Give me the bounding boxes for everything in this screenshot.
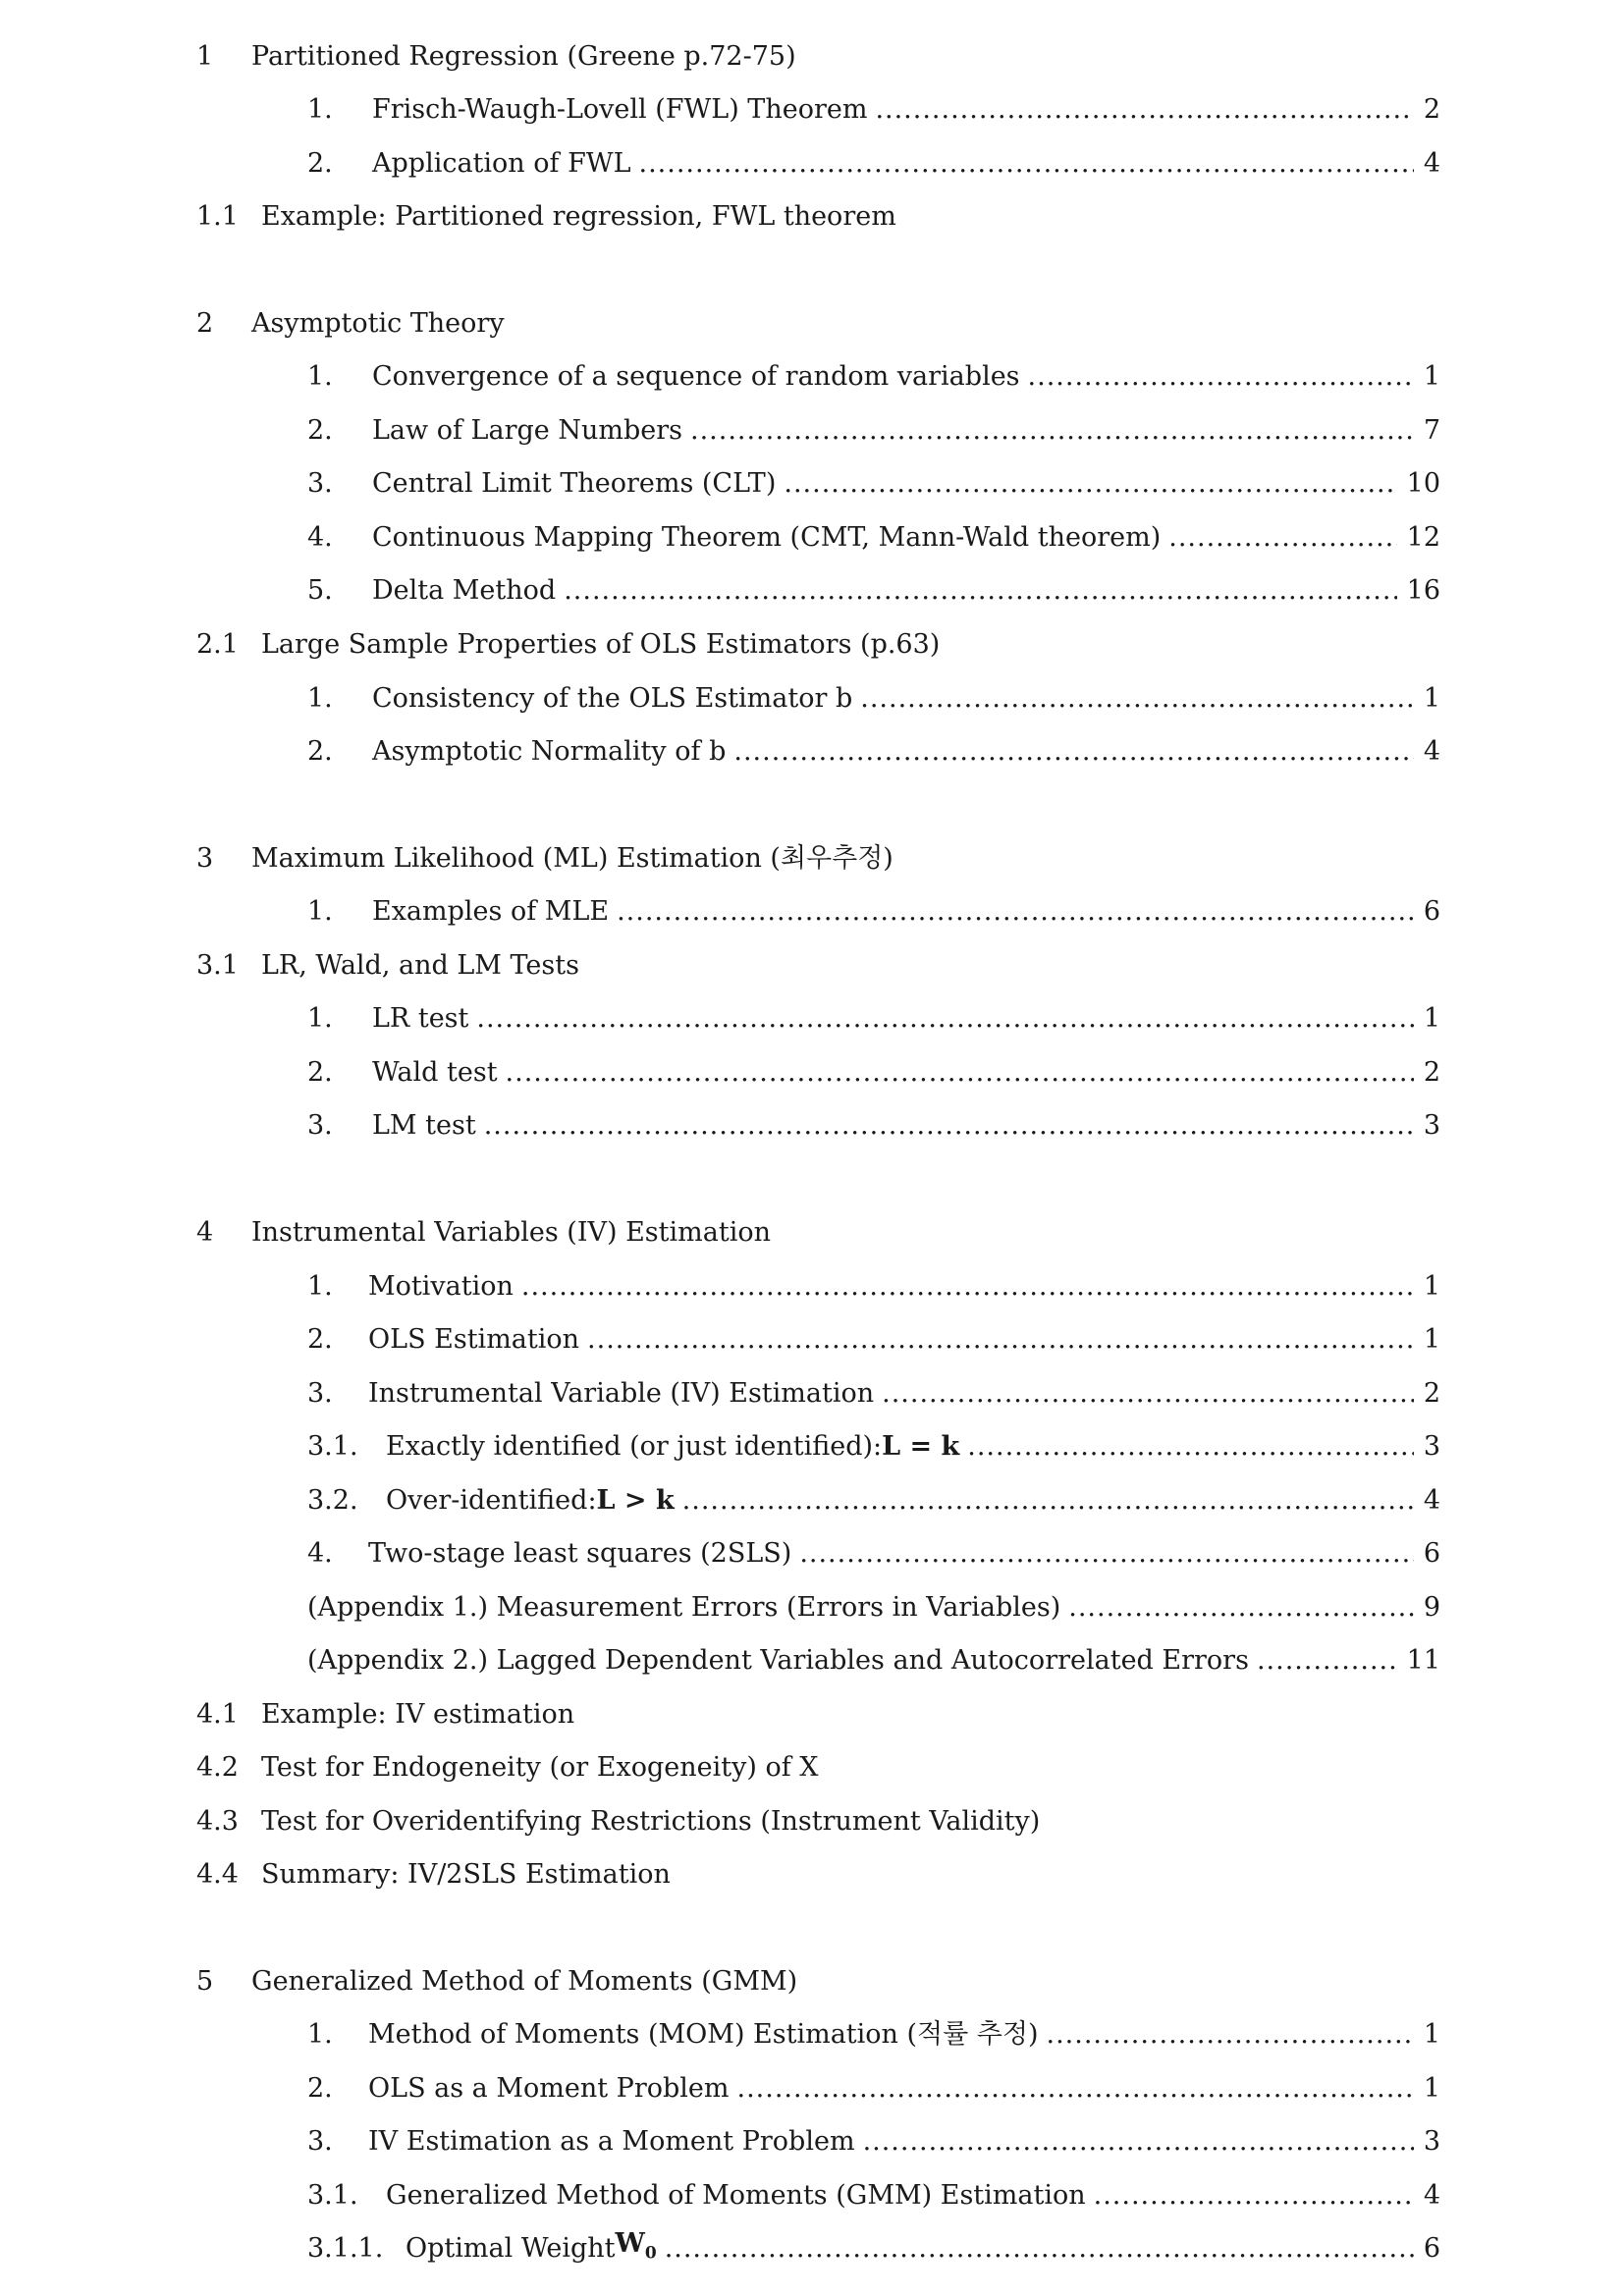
section-title: Maximum Likelihood (ML) Estimation (최우추정) bbox=[251, 843, 893, 874]
toc-entry[interactable] bbox=[307, 1532, 1440, 1575]
page-number: 16 bbox=[1406, 575, 1440, 606]
toc-entry[interactable] bbox=[307, 355, 1440, 399]
page-number: 9 bbox=[1423, 1592, 1440, 1623]
entry-title: IV Estimation as a Moment Problem bbox=[368, 2126, 855, 2157]
weight-matrix-letter: W bbox=[615, 2228, 645, 2260]
dot-leader bbox=[863, 2120, 1414, 2163]
page-number: 10 bbox=[1406, 468, 1440, 499]
section-number: 4.4 bbox=[196, 1859, 239, 1890]
entry-number: 1. bbox=[307, 2019, 333, 2050]
dot-leader bbox=[617, 890, 1414, 934]
entry-title: LR test bbox=[372, 1003, 469, 1034]
dot-leader bbox=[665, 2227, 1414, 2270]
dot-leader bbox=[521, 1265, 1414, 1308]
section-number: 4 bbox=[196, 1217, 214, 1248]
entry-title: Consistency of the OLS Estimator b bbox=[372, 683, 853, 714]
entry-number: 2. bbox=[307, 148, 333, 179]
toc-entry[interactable] bbox=[307, 2174, 1440, 2217]
toc-entry[interactable] bbox=[307, 730, 1440, 774]
toc-entry[interactable] bbox=[307, 890, 1440, 934]
entry-number: 3.1. bbox=[307, 1431, 358, 1462]
entry-title: LM test bbox=[372, 1110, 476, 1141]
identification-condition: L > k bbox=[596, 1485, 675, 1516]
entry-title: Asymptotic Normality of b bbox=[372, 736, 727, 767]
page-number: 12 bbox=[1406, 522, 1440, 553]
entry-title: (Appendix 1.) Measurement Errors (Errors in Variables) bbox=[307, 1592, 1061, 1623]
toc-entry[interactable] bbox=[307, 88, 1440, 132]
entry-title: Frisch-Waugh-Lovell (FWL) Theorem bbox=[372, 94, 868, 125]
dot-leader bbox=[587, 1318, 1414, 1362]
entry-number: 5. bbox=[307, 575, 333, 606]
section-number: 1 bbox=[196, 41, 214, 72]
toc-section-heading[interactable] bbox=[196, 302, 505, 346]
entry-title: (Appendix 2.) Lagged Dependent Variables and Autocorrelated Errors bbox=[307, 1645, 1249, 1676]
entry-title: Delta Method bbox=[372, 575, 557, 606]
entry-title: Optimal Weight bbox=[406, 2233, 616, 2264]
entry-title: Wald test bbox=[372, 1057, 498, 1088]
entry-number: 1. bbox=[307, 361, 333, 392]
entry-title: Two-stage least squares (2SLS) bbox=[368, 1538, 792, 1569]
entry-title: Central Limit Theorems (CLT) bbox=[372, 468, 777, 499]
dot-leader bbox=[875, 88, 1413, 132]
page-number: 6 bbox=[1423, 2233, 1440, 2264]
entry-number: 3.1. bbox=[307, 2180, 358, 2211]
dot-leader bbox=[682, 1479, 1414, 1522]
dot-leader bbox=[784, 462, 1396, 506]
section-number: 2.1 bbox=[196, 629, 239, 660]
page-number: 4 bbox=[1423, 2180, 1440, 2211]
page-number: 1 bbox=[1423, 2019, 1440, 2050]
entry-number: 2. bbox=[307, 2073, 333, 2104]
dot-leader bbox=[799, 1532, 1414, 1575]
section-title: Instrumental Variables (IV) Estimation bbox=[251, 1217, 771, 1248]
page-number: 6 bbox=[1423, 1538, 1440, 1569]
page-number: 4 bbox=[1423, 148, 1440, 179]
section-title: Large Sample Properties of OLS Estimators (p.63) bbox=[261, 629, 941, 660]
section-number: 4.3 bbox=[196, 1806, 239, 1837]
page-number: 7 bbox=[1423, 415, 1440, 446]
entry-title: OLS as a Moment Problem bbox=[368, 2073, 730, 2104]
dot-leader bbox=[639, 142, 1414, 186]
section-number: 4.1 bbox=[196, 1699, 239, 1730]
identification-condition: L = k bbox=[882, 1431, 960, 1462]
entry-title: Law of Large Numbers bbox=[372, 415, 682, 446]
entry-title: Motivation bbox=[368, 1271, 514, 1302]
page-number: 2 bbox=[1423, 94, 1440, 125]
page-number: 4 bbox=[1423, 1485, 1440, 1516]
dot-leader bbox=[484, 1104, 1414, 1148]
dot-leader bbox=[690, 409, 1414, 453]
dot-leader bbox=[1028, 355, 1414, 399]
page-number: 1 bbox=[1423, 1003, 1440, 1034]
dot-leader bbox=[1068, 1586, 1414, 1629]
page-number: 1 bbox=[1423, 1324, 1440, 1355]
entry-title: Over-identified: bbox=[386, 1485, 597, 1516]
toc-entry[interactable] bbox=[307, 462, 1440, 506]
entry-number: 3. bbox=[307, 468, 333, 499]
toc-entry[interactable] bbox=[307, 2227, 1440, 2270]
dot-leader bbox=[860, 677, 1414, 721]
dot-leader bbox=[1257, 1639, 1397, 1682]
toc-entry[interactable] bbox=[307, 569, 1440, 613]
section-title: Summary: IV/2SLS Estimation bbox=[261, 1859, 671, 1890]
toc-entry[interactable] bbox=[307, 997, 1440, 1041]
entry-title: Method of Moments (MOM) Estimation (적률 추정) bbox=[368, 2019, 1039, 2050]
toc-entry[interactable] bbox=[307, 1051, 1440, 1095]
toc-entry[interactable] bbox=[307, 142, 1440, 186]
toc-appendix-entry[interactable] bbox=[307, 1639, 1440, 1682]
page-number: 2 bbox=[1423, 1378, 1440, 1409]
section-number: 5 bbox=[196, 1966, 214, 1997]
section-number: 2 bbox=[196, 308, 214, 339]
entry-title: Continuous Mapping Theorem (CMT, Mann-Wald theorem) bbox=[372, 522, 1162, 553]
section-title: Test for Overidentifying Restrictions (Instrument Validity) bbox=[261, 1806, 1041, 1837]
section-number: 1.1 bbox=[196, 201, 239, 232]
toc-section-heading[interactable] bbox=[196, 35, 796, 79]
toc-entry[interactable] bbox=[307, 2120, 1440, 2163]
section-title: LR, Wald, and LM Tests bbox=[261, 950, 579, 981]
page-number: 1 bbox=[1423, 2073, 1440, 2104]
entry-number: 2. bbox=[307, 1057, 333, 1088]
entry-title: Convergence of a sequence of random variables bbox=[372, 361, 1020, 392]
toc-entry[interactable] bbox=[307, 1479, 1440, 1522]
entry-number: 1. bbox=[307, 896, 333, 927]
toc-entry[interactable] bbox=[307, 1104, 1440, 1148]
section-title: Generalized Method of Moments (GMM) bbox=[251, 1966, 798, 1997]
toc-section-heading[interactable] bbox=[196, 1211, 771, 1255]
weight-matrix-symbol bbox=[616, 2222, 657, 2274]
entry-number: 1. bbox=[307, 683, 333, 714]
entry-number: 1. bbox=[307, 94, 333, 125]
dot-leader bbox=[1168, 516, 1396, 560]
page-number: 1 bbox=[1423, 361, 1440, 392]
dot-leader bbox=[506, 1051, 1414, 1095]
dot-leader bbox=[564, 569, 1396, 613]
entry-number: 4. bbox=[307, 522, 333, 553]
entry-number: 1. bbox=[307, 1003, 333, 1034]
toc-subsection-heading[interactable] bbox=[196, 1693, 574, 1736]
page-number: 1 bbox=[1423, 683, 1440, 714]
toc-subsection-heading[interactable] bbox=[196, 1800, 1040, 1843]
page-number: 3 bbox=[1423, 1110, 1440, 1141]
entry-title: OLS Estimation bbox=[368, 1324, 580, 1355]
toc-entry[interactable] bbox=[307, 1318, 1440, 1362]
page-number: 6 bbox=[1423, 896, 1440, 927]
dot-leader bbox=[737, 2067, 1414, 2110]
toc-appendix-entry[interactable] bbox=[307, 1586, 1440, 1629]
entry-title: Examples of MLE bbox=[372, 896, 610, 927]
toc-entry[interactable] bbox=[307, 1425, 1440, 1468]
entry-number: 2. bbox=[307, 736, 333, 767]
toc-section-heading[interactable] bbox=[196, 837, 893, 881]
dot-leader bbox=[1094, 2174, 1414, 2217]
entry-number: 3. bbox=[307, 1378, 333, 1409]
page-number: 11 bbox=[1406, 1645, 1440, 1676]
section-title: Test for Endogeneity (or Exogeneity) of X bbox=[261, 1752, 819, 1783]
weight-matrix-subscript: 0 bbox=[644, 2243, 657, 2264]
entry-number: 3. bbox=[307, 1110, 333, 1141]
entry-number: 4. bbox=[307, 1538, 333, 1569]
entry-title: Instrumental Variable (IV) Estimation bbox=[368, 1378, 875, 1409]
entry-title: Application of FWL bbox=[372, 148, 631, 179]
section-title: Partitioned Regression (Greene p.72-75) bbox=[251, 41, 796, 72]
toc-subsection-heading[interactable] bbox=[196, 623, 940, 667]
dot-leader bbox=[882, 1372, 1414, 1415]
entry-number: 2. bbox=[307, 1324, 333, 1355]
section-number: 3 bbox=[196, 843, 214, 874]
toc-subsection-heading[interactable] bbox=[196, 944, 579, 988]
toc-section-heading[interactable] bbox=[196, 1960, 797, 2003]
dot-leader bbox=[476, 997, 1413, 1041]
toc-entry[interactable] bbox=[307, 1265, 1440, 1308]
toc-entry[interactable] bbox=[307, 677, 1440, 721]
toc-entry[interactable] bbox=[307, 2067, 1440, 2110]
entry-title: Exactly identified (or just identified): bbox=[386, 1431, 883, 1462]
page-number: 1 bbox=[1423, 1271, 1440, 1302]
entry-number: 3.2. bbox=[307, 1485, 358, 1516]
section-number: 3.1 bbox=[196, 950, 239, 981]
dot-leader bbox=[733, 730, 1413, 774]
toc-entry[interactable] bbox=[307, 2013, 1440, 2056]
toc-subsection-heading[interactable] bbox=[196, 1746, 819, 1789]
entry-title: Generalized Method of Moments (GMM) Estimation bbox=[386, 2180, 1086, 2211]
page-number: 3 bbox=[1423, 2126, 1440, 2157]
page-number: 3 bbox=[1423, 1431, 1440, 1462]
toc-subsection-heading[interactable] bbox=[196, 1853, 671, 1896]
toc-entry[interactable] bbox=[307, 1372, 1440, 1415]
dot-leader bbox=[967, 1425, 1414, 1468]
section-title: Example: Partitioned regression, FWL theorem bbox=[261, 201, 896, 232]
entry-number: 3.1.1. bbox=[307, 2233, 384, 2264]
page-number: 4 bbox=[1423, 736, 1440, 767]
entry-number: 1. bbox=[307, 1271, 333, 1302]
entry-number: 2. bbox=[307, 415, 333, 446]
toc-entry[interactable] bbox=[307, 409, 1440, 453]
toc-entry[interactable] bbox=[307, 516, 1440, 560]
section-title: Example: IV estimation bbox=[261, 1699, 575, 1730]
dot-leader bbox=[1047, 2013, 1414, 2056]
section-number: 4.2 bbox=[196, 1752, 239, 1783]
toc-subsection-heading[interactable] bbox=[196, 195, 896, 239]
page-number: 2 bbox=[1423, 1057, 1440, 1088]
entry-number: 3. bbox=[307, 2126, 333, 2157]
section-title: Asymptotic Theory bbox=[251, 308, 505, 339]
